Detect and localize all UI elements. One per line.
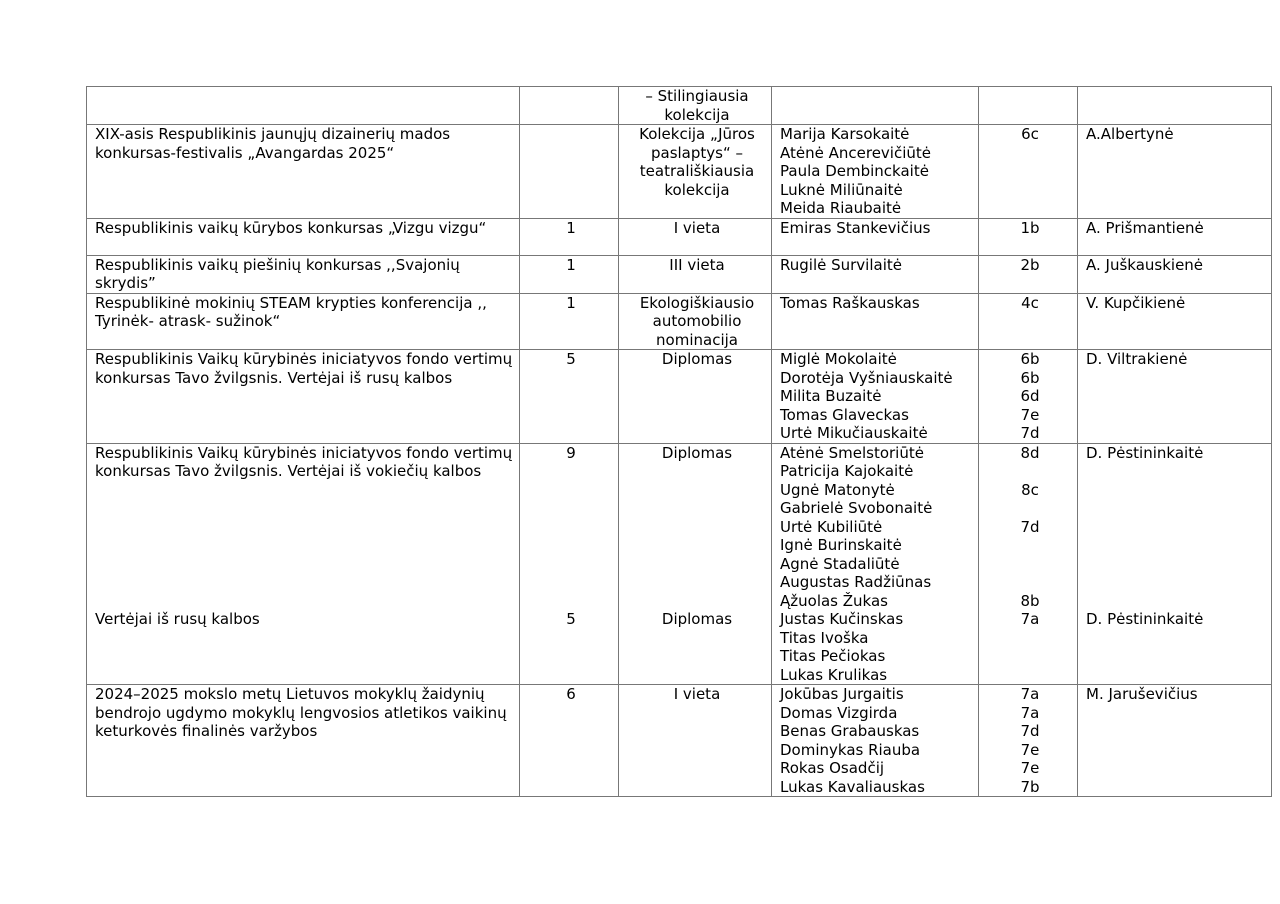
- student-name: Atėnė Ancerevičiūtė: [780, 143, 931, 162]
- competition-name-cell: Respublikinis vaikų kūrybos konkursas „Vizgu vizgu“: [87, 218, 520, 255]
- class-label: [987, 647, 1073, 666]
- result-cell: [619, 87, 772, 125]
- student-name: Rugilė Survilaitė: [780, 255, 902, 274]
- participant-count-cell: 1: [520, 255, 619, 293]
- class-cell: [979, 293, 1078, 350]
- class-label: 7d: [1020, 517, 1040, 536]
- student-name: Lukas Krulikas: [780, 665, 888, 684]
- class-label: [987, 499, 1073, 518]
- table-row: [87, 87, 1272, 125]
- table-row: [87, 255, 1272, 293]
- result-line: I vieta: [673, 218, 721, 237]
- class-label: 7b: [1020, 777, 1040, 796]
- class-label: 7e: [1020, 405, 1040, 424]
- table-row: [87, 443, 1272, 685]
- students-cell: [772, 125, 979, 219]
- class-label: 7e: [1020, 759, 1040, 777]
- class-cell: [979, 685, 1078, 797]
- result-line: kolekcija: [664, 105, 730, 124]
- student-name: Augustas Radžiūnas: [780, 573, 932, 591]
- class-cell: [979, 443, 1078, 685]
- class-label: [987, 666, 1073, 685]
- teacher-cell: [1078, 87, 1272, 125]
- student-name: Atėnė Smelstoriūtė: [780, 443, 924, 462]
- competition-name-cell: [87, 87, 520, 125]
- student-name: Ugnė Matonytė: [780, 480, 895, 499]
- student-name: Marija Karsokaitė: [780, 125, 910, 143]
- result-line: teatrališkiausia: [639, 162, 755, 180]
- result-cell: [619, 293, 772, 350]
- student-name: Milita Buzaitė: [780, 387, 882, 405]
- student-name: Jokūbas Jurgaitis: [780, 685, 904, 703]
- competition-name-cell: Respublikinis vaikų piešinių konkursas ,,Svajonių skrydis”: [87, 255, 520, 293]
- students-cell: [772, 350, 979, 444]
- class-cell: [979, 350, 1078, 444]
- participant-count-cell: 6: [520, 685, 619, 797]
- student-name: Dorotėja Vyšniauskaitė: [780, 368, 953, 387]
- teacher-cell: M. Jaruševičius: [1078, 685, 1272, 797]
- student-name: Titas Pečiokas: [780, 647, 886, 665]
- student-name: Dominykas Riauba: [780, 740, 921, 759]
- result-cell: [619, 350, 772, 444]
- student-name: Tomas Raškauskas: [780, 293, 920, 312]
- class-cell: [979, 255, 1078, 293]
- result-cell: [619, 125, 772, 219]
- class-label: 7e: [1020, 740, 1040, 759]
- student-name: Titas Ivoška: [780, 628, 869, 647]
- student-name: Justas Kučinskas: [780, 610, 904, 628]
- class-label: [987, 629, 1073, 648]
- competition-name-cell: Respublikinė mokinių STEAM krypties konferencija ,, Tyrinėk- atrask- sužinok“: [87, 293, 520, 350]
- class-label: 7a: [1020, 685, 1040, 703]
- participant-count-cell: [520, 125, 619, 219]
- results-table: [86, 86, 1272, 797]
- result-line: automobilio: [652, 312, 742, 330]
- result-line: I vieta: [673, 685, 721, 703]
- teacher-cell: A. Juškauskienė: [1078, 255, 1272, 293]
- result-line: paslaptys“ –: [650, 143, 744, 162]
- competition-name-cell: Respublikinis Vaikų kūrybinės iniciatyvos fondo vertimų konkursas Tavo žvilgsnis. Vertėjai iš vokiečių kalbos Vertėjai iš rusų kalbos: [87, 443, 520, 685]
- class-label: 1b: [1020, 218, 1040, 237]
- class-label: 6b: [1020, 368, 1040, 387]
- student-name: Domas Vizgirda: [780, 703, 898, 722]
- student-name: Benas Grabauskas: [780, 722, 920, 740]
- class-cell: [979, 125, 1078, 219]
- teacher-cell: A. Prišmantienė: [1078, 218, 1272, 255]
- student-name: Patricija Kajokaitė: [780, 462, 914, 480]
- participant-count-cell: 1: [520, 293, 619, 350]
- student-name: Ąžuolas Žukas: [780, 591, 888, 610]
- class-cell: [979, 218, 1078, 255]
- student-name: Ignė Burinskaitė: [780, 536, 902, 554]
- table-row: [87, 125, 1272, 219]
- result-cell: [619, 255, 772, 293]
- students-cell: [772, 218, 979, 255]
- competition-name-cell: 2024–2025 mokslo metų Lietuvos mokyklų žaidynių bendrojo ugdymo mokyklų lengvosios atletikos vaikinų keturkovės finalinės varžybos: [87, 685, 520, 797]
- sub-participant-count: 5: [566, 609, 576, 628]
- student-name: Meida Riaubaitė: [780, 199, 902, 217]
- result-line: Diplomas: [661, 350, 733, 368]
- participant-count-cell: 5: [520, 350, 619, 444]
- class-label: 2b: [1020, 255, 1040, 274]
- teacher-cell: D. Viltrakienė: [1078, 350, 1272, 444]
- participant-count-cell: 9 5: [520, 443, 619, 685]
- students-cell: [772, 255, 979, 293]
- result-line: Ekologiškiausio: [639, 293, 755, 312]
- student-name: Miglė Mokolaitė: [780, 350, 897, 368]
- class-label: [987, 536, 1073, 555]
- student-name: Luknė Miliūnaitė: [780, 180, 903, 199]
- table-row: [87, 685, 1272, 797]
- student-name: Agnė Stadaliūtė: [780, 554, 900, 573]
- result-line: – Stilingiausia: [645, 87, 749, 105]
- class-label: 8c: [1021, 480, 1039, 499]
- teacher-cell: A.Albertynė: [1078, 125, 1272, 219]
- sub-result: Diplomas: [661, 609, 733, 628]
- result-cell: [619, 218, 772, 255]
- class-label: 8b: [1020, 591, 1040, 610]
- student-name: Tomas Glaveckas: [780, 405, 909, 424]
- result-cell: Diplomas Diplomas: [619, 443, 772, 685]
- class-label: 6c: [1021, 125, 1039, 143]
- class-label: 7d: [1020, 722, 1040, 740]
- teacher-cell: V. Kupčikienė: [1078, 293, 1272, 350]
- class-cell: [979, 87, 1078, 125]
- table-row: [87, 350, 1272, 444]
- table-row: [87, 293, 1272, 350]
- class-label: 7a: [1020, 703, 1040, 722]
- class-label: [987, 573, 1073, 592]
- result-line: kolekcija: [664, 180, 730, 199]
- result-line: Kolekcija „Jūros: [639, 125, 755, 143]
- student-name: Paula Dembinckaitė: [780, 162, 929, 180]
- student-name: Urtė Mikučiauskaitė: [780, 424, 928, 442]
- participant-count-cell: 1: [520, 218, 619, 255]
- class-label: 7a: [1020, 610, 1040, 628]
- result-line: III vieta: [669, 255, 725, 274]
- competition-name-cell: Respublikinis Vaikų kūrybinės iniciatyvos fondo vertimų konkursas Tavo žvilgsnis. Vertėjai iš rusų kalbos: [87, 350, 520, 444]
- student-name: Gabrielė Svobonaitė: [780, 499, 933, 517]
- students-cell: [772, 87, 979, 125]
- class-label: [987, 555, 1073, 574]
- class-label: 4c: [1021, 293, 1039, 312]
- teacher-cell: D. Pėstininkaitė D. Pėstininkaitė: [1078, 443, 1272, 685]
- students-cell: [772, 293, 979, 350]
- class-label: 6d: [1020, 387, 1040, 405]
- students-cell: [772, 443, 979, 685]
- student-name: Emiras Stankevičius: [780, 218, 931, 237]
- participant-count-cell: [520, 87, 619, 125]
- student-name: Lukas Kavaliauskas: [780, 777, 925, 796]
- class-label: 8d: [1020, 443, 1040, 462]
- student-name: Rokas Osadčij: [780, 759, 885, 777]
- students-cell: [772, 685, 979, 797]
- table-row: [87, 218, 1272, 255]
- result-line: nominacija: [656, 330, 738, 349]
- competition-name-cell: XIX-asis Respublikinis jaunųjų dizainerių mados konkursas-festivalis „Avangardas 2025“: [87, 125, 520, 219]
- class-label: 6b: [1020, 350, 1040, 368]
- sub-competition-name: Vertėjai iš rusų kalbos: [95, 609, 260, 628]
- class-label: 7d: [1020, 424, 1040, 442]
- result-cell: [619, 685, 772, 797]
- sub-teacher: D. Pėstininkaitė: [1086, 609, 1204, 628]
- class-label: [987, 462, 1073, 481]
- student-name: Urtė Kubiliūtė: [780, 517, 883, 536]
